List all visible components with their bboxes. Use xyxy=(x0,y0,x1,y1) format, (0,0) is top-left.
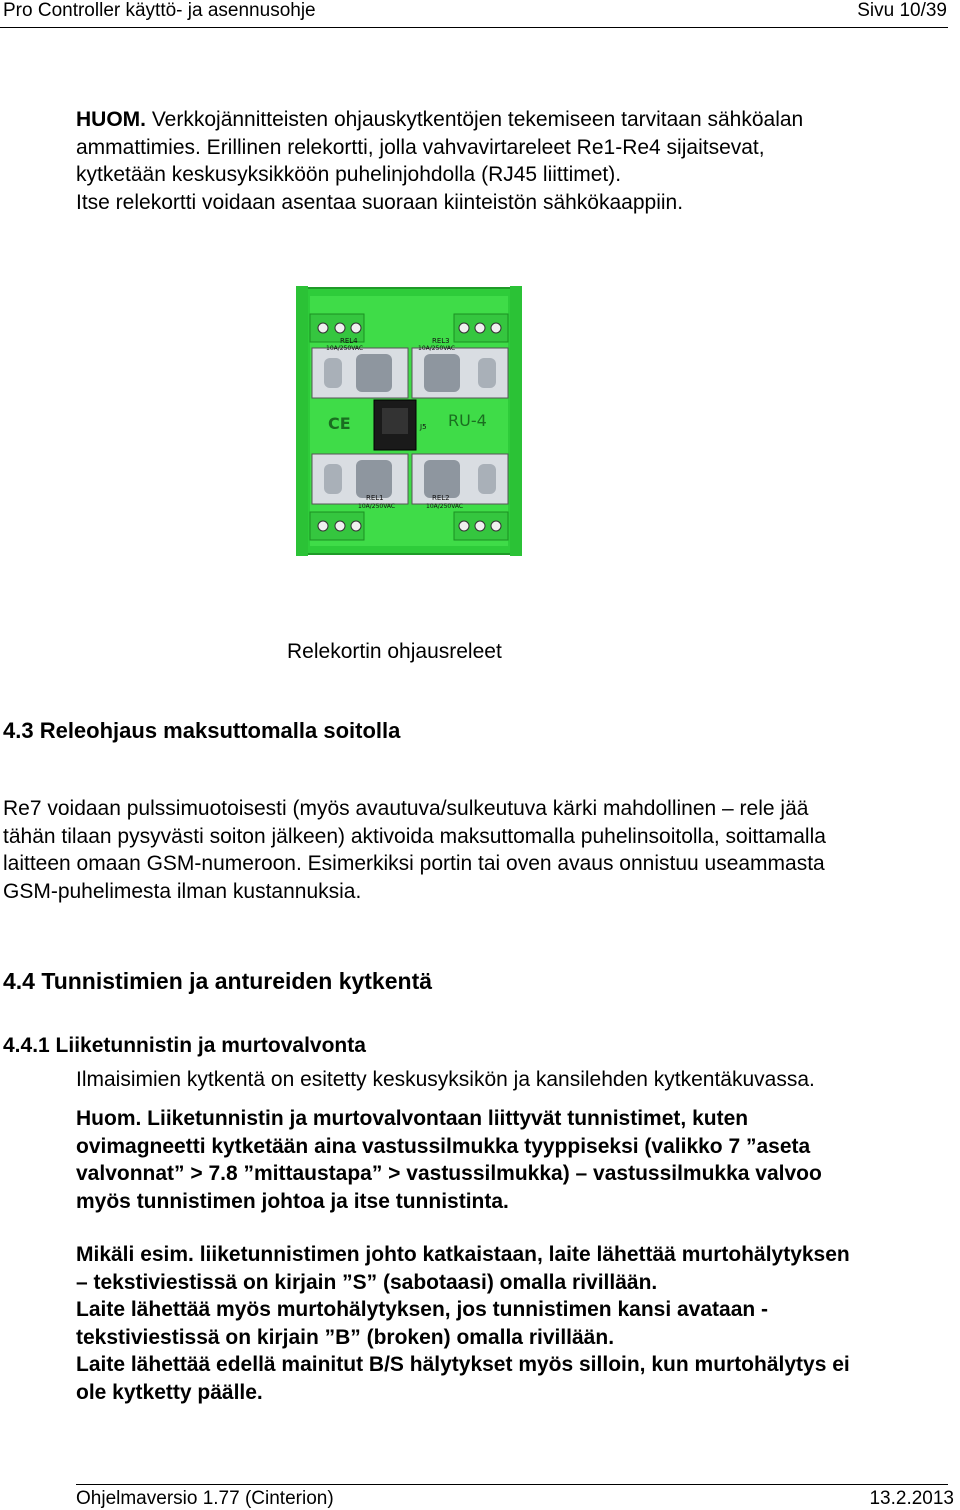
footer-date: 13.2.2013 xyxy=(869,1488,954,1509)
header-title: Pro Controller käyttö- ja asennusohje xyxy=(3,0,316,21)
terminal-block-bottom-right xyxy=(454,512,508,540)
huom-line-3: valvonnat” > 7.8 ”mittaustapa” > vastussilmukka) – vastussilmukka valvoo xyxy=(76,1162,822,1185)
relay-rel2 xyxy=(412,454,508,510)
model-label: RU-4 xyxy=(448,411,487,430)
ce-mark: CE xyxy=(328,414,351,433)
mikali-line-3: Laite lähettää myös murtohälytyksen, jos tunnistimen kansi avataan - xyxy=(76,1298,769,1321)
note-line-3: kytketään keskusyksikköön puhelinjohdolla (RJ45 liittimet). xyxy=(76,163,622,186)
section-4-3-line-1: Re7 voidaan pulssimuotoisesti (myös avautuva/sulkeutuva kärki mahdollinen – rele jää xyxy=(3,797,809,820)
huom-line-2: ovimagneetti kytketään aina vastussilmukka tyyppiseksi (valikko 7 ”aseta xyxy=(76,1134,811,1158)
mikali-line-1: Mikäli esim. liiketunnistimen johto katkaistaan, laite lähettää murtohälytyksen xyxy=(76,1243,850,1266)
rel2-rating: 10A/250VAC xyxy=(426,503,464,510)
mikali-line-4: tekstiviestissä on kirjain ”B” (broken) omalla rivillään. xyxy=(76,1325,615,1349)
section-4-3-body xyxy=(3,795,943,905)
section-4-3-line-2: tähän tilaan pysyvästi soiton jälkeen) aktivoida maksuttomalla puhelinsoitolla, soittamalla xyxy=(3,824,826,848)
rel3-rating: 10A/250VAC xyxy=(418,345,456,352)
section-heading-4-4-1: 4.4.1 Liiketunnistin ja murtovalvonta xyxy=(3,1034,366,1057)
terminal-block-bottom-left xyxy=(310,512,364,540)
rel1-rating: 10A/250VAC xyxy=(358,503,396,510)
rail-left xyxy=(296,286,308,556)
mikali-line-2: – tekstiviestissä on kirjain ”S” (sabotaasi) omalla rivillään. xyxy=(76,1270,658,1294)
header-page-number: Sivu 10/39 xyxy=(857,0,947,21)
mikali-line-5: Laite lähettää edellä mainitut B/S hälytykset myös silloin, kun murtohälytys ei xyxy=(76,1353,850,1376)
note-text-1: Verkkojännitteisten ohjauskytkentöjen tekemiseen tarvitaan sähköalan xyxy=(146,108,804,131)
j5-label: J5 xyxy=(420,423,427,431)
rel3-label: REL3 xyxy=(432,337,450,345)
mikali-line-6: ole kytketty päälle. xyxy=(76,1380,263,1404)
rel1-label: REL1 xyxy=(366,494,384,502)
wiring-reference-text: Ilmaisimien kytkentä on esitetty keskusyksikön ja kansilehden kytkentäkuvassa. xyxy=(76,1068,815,1091)
header-divider xyxy=(0,27,948,28)
section-heading-4-3: 4.3 Releohjaus maksuttomalla soitolla xyxy=(3,718,401,743)
huom-line-1: Huom. Liiketunnistin ja murtovalvontaan liittyvät tunnistimet, kuten xyxy=(76,1107,749,1130)
rail-right xyxy=(510,286,522,556)
note-label: HUOM. xyxy=(76,108,146,131)
rj45-socket xyxy=(382,408,408,434)
note-line-1 xyxy=(76,106,936,134)
rel4-rating: 10A/250VAC xyxy=(326,345,364,352)
safety-note xyxy=(76,106,936,216)
tamper-alarm-paragraph xyxy=(76,1241,956,1406)
rel4-label: REL4 xyxy=(340,337,358,345)
note-line-4: Itse relekortti voidaan asentaa suoraan kiinteistön sähkökaappiin. xyxy=(76,190,684,214)
section-4-3-line-4: GSM-puhelimesta ilman kustannuksia. xyxy=(3,879,362,903)
footer-version: Ohjelmaversio 1.77 (Cinterion) xyxy=(76,1488,334,1509)
rel2-label: REL2 xyxy=(432,494,450,502)
note-line-2: ammattimies. Erillinen relekortti, jolla vahvavirtareleet Re1-Re4 sijaitsevat, xyxy=(76,135,765,159)
relay-board-photo xyxy=(296,286,522,556)
terminal-block-top-right xyxy=(454,314,508,342)
relay-board-illustration xyxy=(296,286,522,556)
section-4-3-line-3: laitteen omaan GSM-numeroon. Esimerkiksi portin tai oven avaus onnistuu useammasta xyxy=(3,852,825,875)
huom-line-4: myös tunnistimen johtoa ja itse tunnistinta. xyxy=(76,1189,509,1213)
footer-divider xyxy=(76,1484,948,1485)
relay-rel1 xyxy=(312,454,408,510)
photo-caption: Relekortin ohjausreleet xyxy=(287,640,502,663)
huom-paragraph xyxy=(76,1105,956,1215)
section-heading-4-4: 4.4 Tunnistimien ja antureiden kytkentä xyxy=(3,968,433,994)
